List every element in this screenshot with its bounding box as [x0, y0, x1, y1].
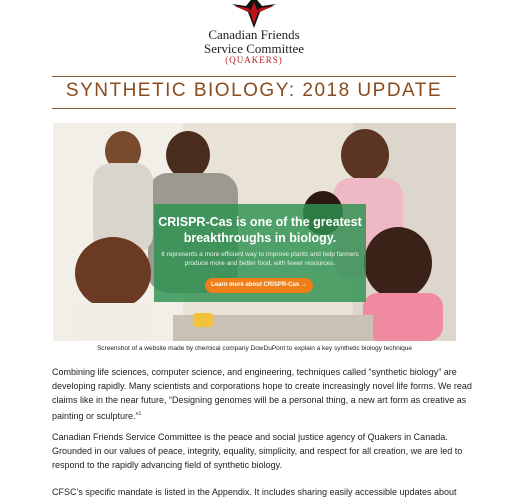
body-paragraph-3: CFSC’s specific mandate is listed in the Appendix. It includes sharing easily accessible updates about	[52, 487, 457, 497]
website-screenshot-figure	[53, 123, 456, 341]
learn-more-button[interactable]: Learn more about CRISPR-Cas →	[205, 278, 313, 293]
title-rule-top	[52, 76, 456, 77]
body-paragraph-1-text: Combining life sciences, computer science, and engineering, techniques called “synthetic biology” are developing rapidly. Many scientists and corporations hope to create increasingly novel life forms. We read claims like in the near future, “Designing genomes will be a personal thing, a new art form as creative as painting or sculpture.”	[52, 367, 472, 421]
figure-caption: Screenshot of a website made by chemical company DowDuPont to explain a key synthetic biology technique	[96, 345, 413, 352]
footnote-marker[interactable]: 1	[138, 411, 142, 417]
body-paragraph-1	[52, 365, 472, 423]
hero-headline: CRISPR-Cas is one of the greatest breakthroughs in biology.	[158, 215, 362, 245]
hero-subtext: It represents a more efficient way to improve plants and help farmers produce more and better food, with fewer resources.	[161, 251, 359, 267]
org-name-line3: (QUAKERS)	[225, 55, 283, 65]
org-name-line2: Service Committee	[203, 41, 304, 56]
quaker-star-logo	[226, 0, 282, 28]
org-name-line1: Canadian Friends	[208, 27, 300, 42]
title-rule-bottom	[52, 108, 456, 109]
body-paragraph-2: Canadian Friends Service Committee is the peace and social justice agency of Quakers in Canada. Grounded in our values of peace, integrity, equality, simplicity, and respect for all creation, we are led to respond to the rapidly advancing field of synthetic biology.	[52, 432, 463, 470]
page-title: SYNTHETIC BIOLOGY: 2018 UPDATE	[65, 80, 443, 101]
